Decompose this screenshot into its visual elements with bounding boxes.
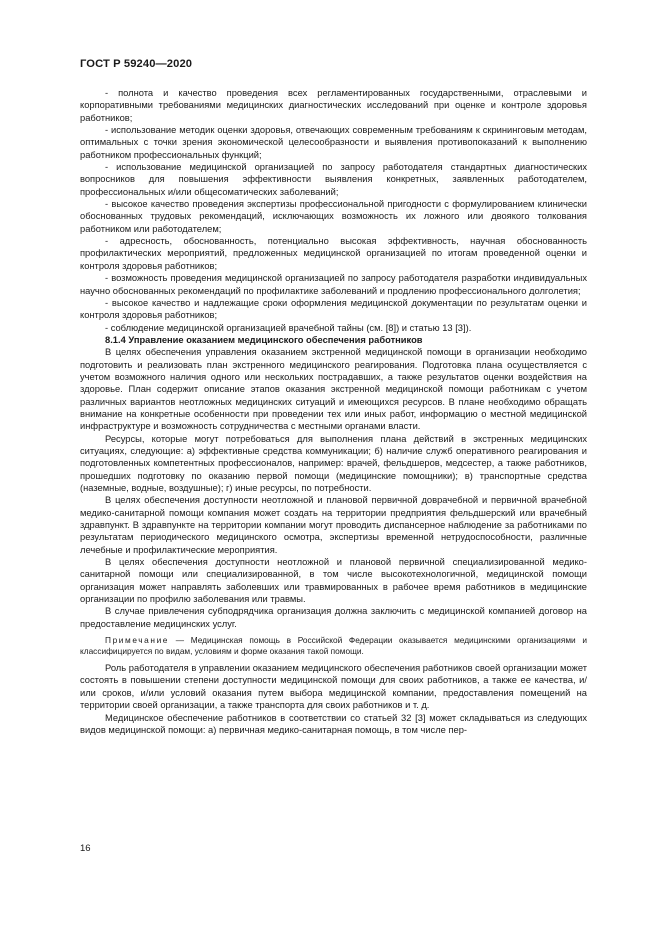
- body-paragraph: В целях обеспечения управления оказанием экстренной медицинской помощи в организации необходимо подготовить и реализовать план экстренного медицинского реагирования. Подготовка плана осуществляется с учетом возможного наличия одного или нескольких пострадавших, а также результатов оценки воздействия на здоровье. План содержит описание этапов оказания экстренной медицинской помощи работникам с учетом различных вариантов неотложных медицинских ситуаций и имеющихся ресурсов. В плане необходимо обращать внимание на конкретные особенности при проведении тех или иных работ, информацию о местной медицинской инфраструктуре и возможность сотрудничества с местными органами власти.: [80, 347, 587, 432]
- body-paragraph: В целях обеспечения доступности неотложной и плановой первичной специализированной медико-санитарной помощи или специализированной, в том числе высокотехнологичной, медицинской помощи организация может направлять заболевших или травмированных в рабочее время работников в медицинские организации по профилю заболевания или травмы.: [80, 557, 587, 605]
- page-body: [80, 87, 587, 736]
- body-paragraph: Медицинское обеспечение работников в соответствии со статьей 32 [3] может складываться из следующих видов медицинской помощи: а) первичная медико-санитарная помощь, в том числе пер-: [80, 712, 587, 735]
- list-item: - высокое качество проведения экспертизы профессиональной пригодности с формулированием клинически обоснованных трудовых рекомендаций, исключающих возможность их ложного или двоякого толкования работником или работодателем;: [80, 199, 587, 234]
- note-paragraph: [80, 635, 587, 657]
- document-code: ГОСТ Р 59240—2020: [80, 58, 193, 70]
- note-text: — Медицинская помощь в Российской Федерации оказывается медицинскими организациями и классифицируется по видам, условиям и форме оказания такой помощи.: [80, 635, 587, 657]
- list-item: - полнота и качество проведения всех регламентированных государственными, отраслевыми и корпоративными требованиями медицинских диагностических исследований при оценке и контроле здоровья работников;: [80, 88, 587, 123]
- body-paragraph: В целях обеспечения доступности неотложной и плановой первичной доврачебной и первичной врачебной медико-санитарной помощи компания может создать на территории предприятия фельдшерский или врачебный здравпункт. В здравпункте на территории компании могут проводить диспансерное наблюдение за работниками по результатам периодического медицинского осмотра, экспертизы временной нетрудоспособности, различные лечебные и профилактические мероприятия.: [80, 495, 587, 555]
- page-number: 16: [80, 843, 91, 854]
- list-item: - использование методик оценки здоровья, отвечающих современным требованиям к скрининговым методам, оптимальных с точки зрения экономической целесообразности и выявления противопоказаний к выполнению работником профессиональных функций;: [80, 125, 587, 160]
- list-item: - соблюдение медицинской организацией врачебной тайны (см. [8]) и статью 13 [3]).: [105, 322, 472, 333]
- note-label: Примечание: [105, 635, 170, 646]
- body-paragraph: Ресурсы, которые могут потребоваться для выполнения плана действий в экстренных медицинских ситуациях, следующие: а) эффективные средства коммуникации; б) наличие служб оперативного реагирования и подготовленных компетентных профессионалов, например: врачей, фельдшеров, медсестер, а также работников, прошедших подготовку по оказанию первой помощи (медицинские помощники); в) транспортные средства (наземные, водные, воздушные); г) иные ресурсы, по потребности.: [80, 433, 587, 493]
- section-heading: 8.1.4 Управление оказанием медицинского обеспечения работников: [105, 334, 423, 345]
- list-item: - использование медицинской организацией по запросу работодателя стандартных диагностических вопросников для повышения эффективности выявления конкретных, заявленных работодателем, профессиональных и/или общесоматических заболеваний;: [80, 162, 587, 197]
- list-item: - высокое качество и надлежащие сроки оформления медицинской документации по результатам оценки и контроля здоровья работников;: [80, 297, 587, 321]
- body-paragraph: В случае привлечения субподрядчика организация должна заключить с медицинской компанией договор на предоставление медицинских услуг.: [80, 606, 587, 629]
- body-paragraph: Роль работодателя в управлении оказанием медицинского обеспечения работников своей организации может состоять в повышении степени доступности медицинской помощи для своих работников, а также ее качества, и/или сроков, и/или условий оказания путем выбора медицинской компании, предоставления помещений на территории своей организации, а также транспорта для своих работников и т. д.: [80, 663, 587, 711]
- list-item: - адресность, обоснованность, потенциально высокая эффективность, научная обоснованность профилактических мероприятий, предложенных медицинской организацией по итогам проведенной оценки и контроля здоровья работников;: [80, 236, 587, 271]
- list-item: - возможность проведения медицинской организацией по запросу работодателя разработки индивидуальных научно обоснованных рекомендаций по профилактике заболеваний и продлению профессионального долголетия;: [80, 273, 587, 296]
